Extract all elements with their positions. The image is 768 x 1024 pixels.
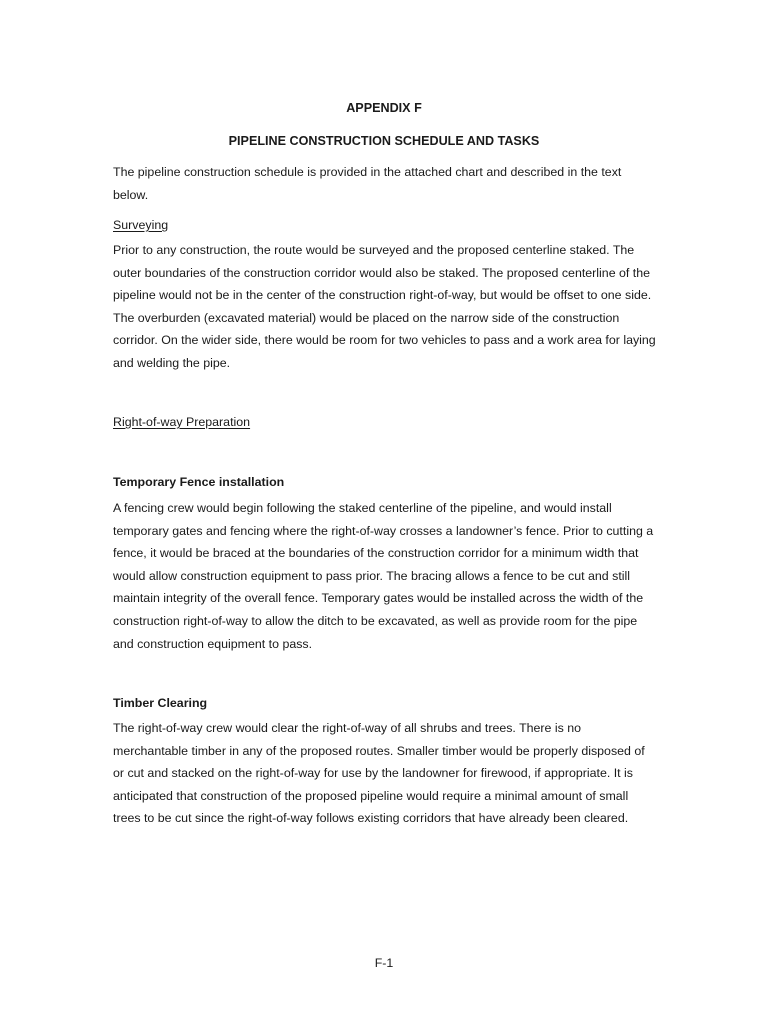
appendix-title: APPENDIX F: [346, 101, 422, 115]
row-preparation-heading: Right-of-way Preparation: [113, 415, 251, 429]
surveying-paragraph: Prior to any construction, the route would be surveyed and the proposed centerline staked. The outer boundaries of the construction corridor would also be staked. The proposed centerline of the pipeline would not be in the center of the construction right-of-way, but would be offset to one side. The overburden (excavated material) would be placed on the narrow side of the construction corridor. On the wider side, there would be room for two vehicles to pass and a work area for laying and welding the pipe.: [113, 243, 656, 370]
surveying-heading: Surveying: [113, 218, 169, 232]
timber-heading: Timber Clearing: [113, 696, 208, 710]
document-subtitle: PIPELINE CONSTRUCTION SCHEDULE AND TASKS: [228, 134, 540, 148]
page-number: F-1: [374, 956, 394, 970]
intro-paragraph: The pipeline construction schedule is provided in the attached chart and described in the text below.: [113, 165, 622, 202]
fence-paragraph: A fencing crew would begin following the staked centerline of the pipeline, and would install temporary gates and fencing where the right-of-way crosses a landowner’s fence. Prior to cutting a fence, it would be braced at the boundaries of the construction corridor for a minimum width that would allow construction equipment to pass prior. The bracing allows a fence to be cut and still maintain integrity of the overall fence. Temporary gates would be installed across the width of the construction right-of-way to allow the ditch to be excavated, as well as provide room for the pipe and construction equipment to pass.: [113, 501, 654, 651]
timber-paragraph: The right-of-way crew would clear the right-of-way of all shrubs and trees. There is no merchantable timber in any of the proposed routes. Smaller timber would be properly disposed of or cut and stacked on the right-of-way for use by the landowner for firewood, if appropriate. It is anticipated that construction of the proposed pipeline would require a minimal amount of small trees to be cut since the right-of-way follows existing corridors that have already been cleared.: [113, 721, 645, 826]
fence-heading: Temporary Fence installation: [113, 475, 285, 489]
